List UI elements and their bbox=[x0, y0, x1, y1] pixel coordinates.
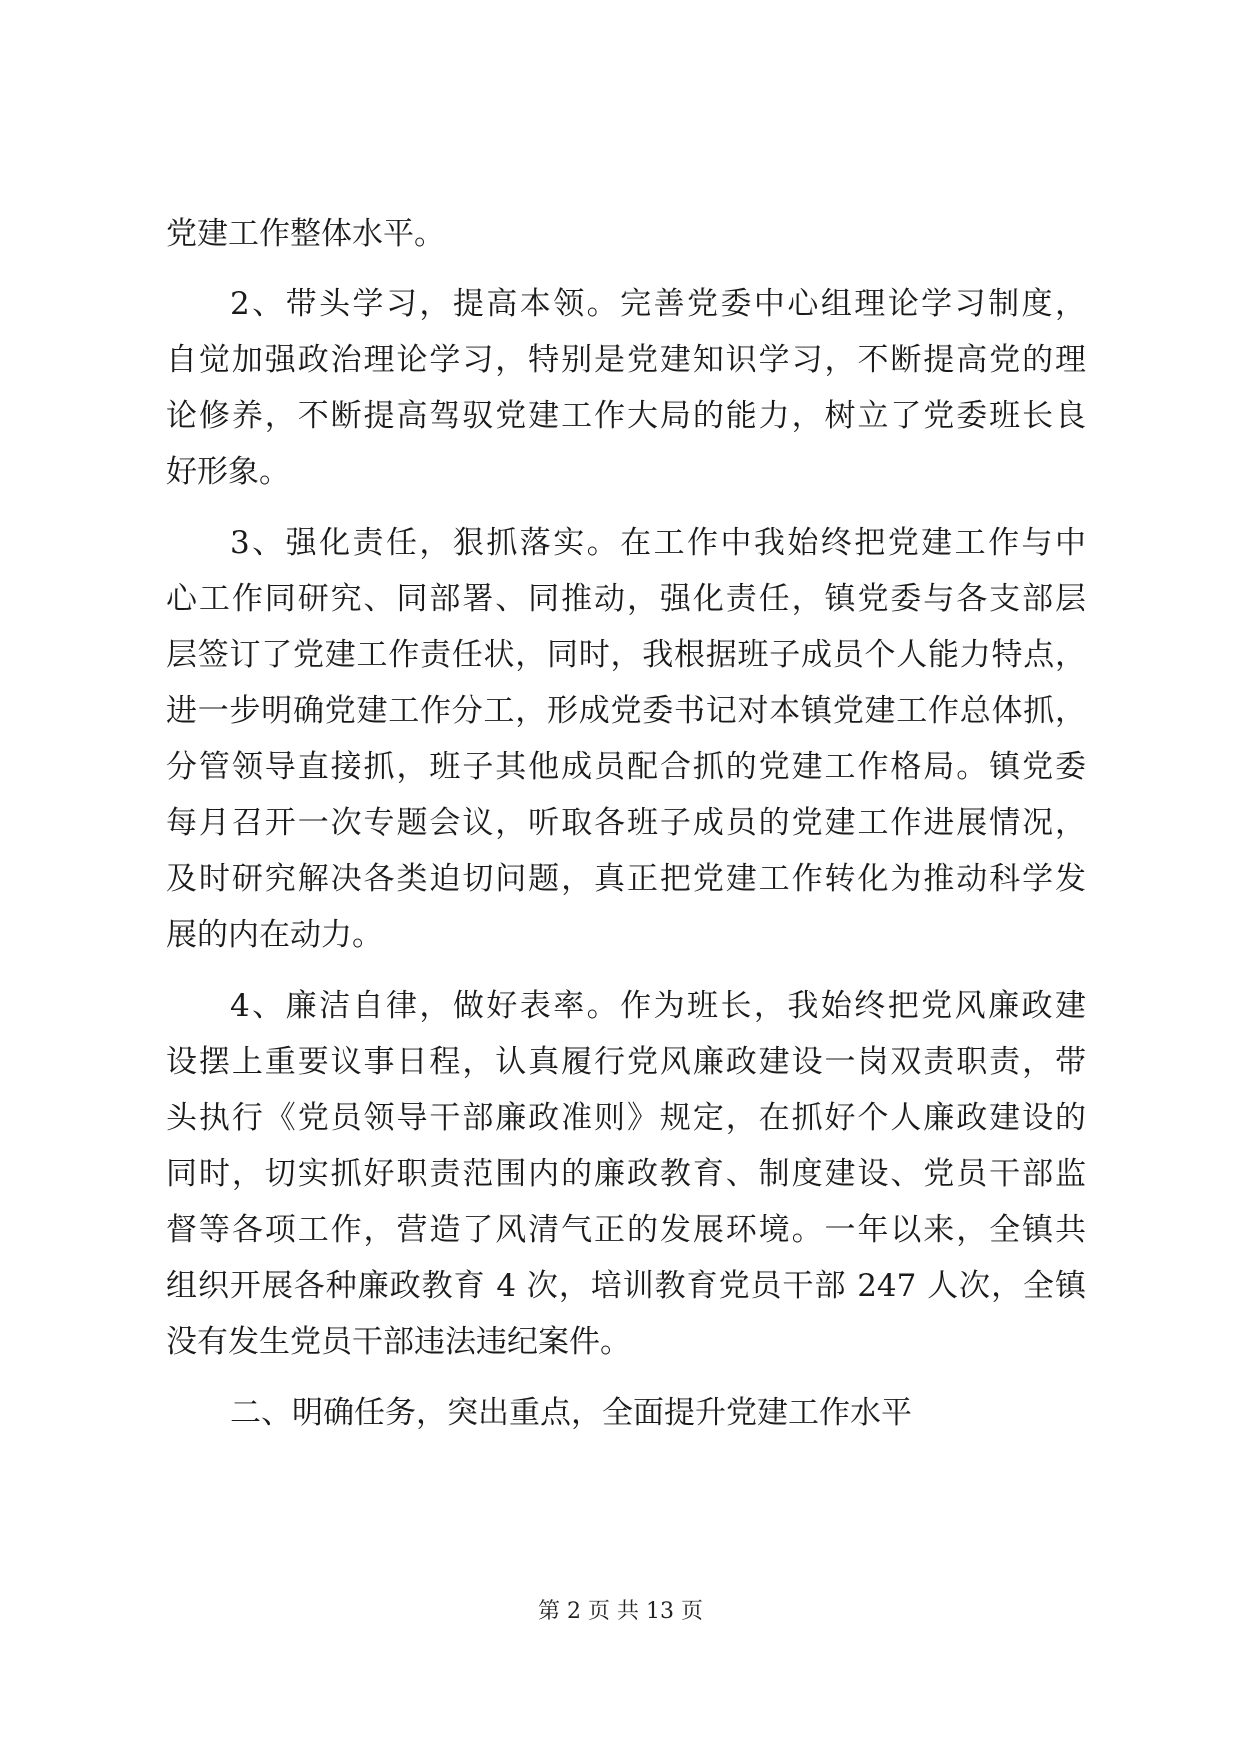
text-line: 督等各项工作，营造了风清气正的发展环境。一年以来，全镇共 bbox=[166, 1212, 1086, 1248]
section-heading: 二、明确任务，突出重点，全面提升党建工作水平 bbox=[230, 1395, 912, 1431]
text-line: 每月召开一次专题会议，听取各班子成员的党建工作进展情况， bbox=[166, 805, 1086, 841]
paragraph-heading-line: 2、带头学习，提高本领。完善党委中心组理论学习制度， bbox=[230, 286, 1086, 322]
text-line: 好形象。 bbox=[166, 454, 290, 490]
text-line: 心工作同研究、同部署、同推动，强化责任，镇党委与各支部层 bbox=[166, 581, 1086, 617]
text-line: 头执行《党员领导干部廉政准则》规定，在抓好个人廉政建设的 bbox=[166, 1100, 1086, 1136]
text-line: 自觉加强政治理论学习，特别是党建知识学习，不断提高党的理 bbox=[166, 342, 1086, 378]
text-line: 及时研究解决各类迫切问题，真正把党建工作转化为推动科学发 bbox=[166, 861, 1086, 897]
text-line: 设摆上重要议事日程，认真履行党风廉政建设一岗双责职责，带 bbox=[166, 1044, 1086, 1080]
text-line: 论修养，不断提高驾驭党建工作大局的能力，树立了党委班长良 bbox=[166, 398, 1086, 434]
text-line: 同时，切实抓好职责范围内的廉政教育、制度建设、党员干部监 bbox=[166, 1156, 1086, 1192]
text-line: 层签订了党建工作责任状，同时，我根据班子成员个人能力特点， bbox=[166, 637, 1086, 673]
text-line: 没有发生党员干部违法违纪案件。 bbox=[166, 1324, 631, 1360]
text-line: 展的内在动力。 bbox=[166, 917, 383, 953]
text-line: 进一步明确党建工作分工，形成党委书记对本镇党建工作总体抓， bbox=[166, 693, 1086, 729]
paragraph-heading-line: 3、强化责任，狠抓落实。在工作中我始终把党建工作与中 bbox=[230, 525, 1086, 561]
text-line: 组织开展各种廉政教育 4 次，培训教育党员干部 247 人次，全镇 bbox=[166, 1268, 1086, 1304]
text-line: 分管领导直接抓，班子其他成员配合抓的党建工作格局。镇党委 bbox=[166, 749, 1086, 785]
paragraph-heading-line: 4、廉洁自律，做好表率。作为班长，我始终把党风廉政建 bbox=[230, 988, 1086, 1024]
page-footer: 第 2 页 共 13 页 bbox=[538, 1599, 703, 1624]
text-line: 党建工作整体水平。 bbox=[166, 216, 445, 252]
